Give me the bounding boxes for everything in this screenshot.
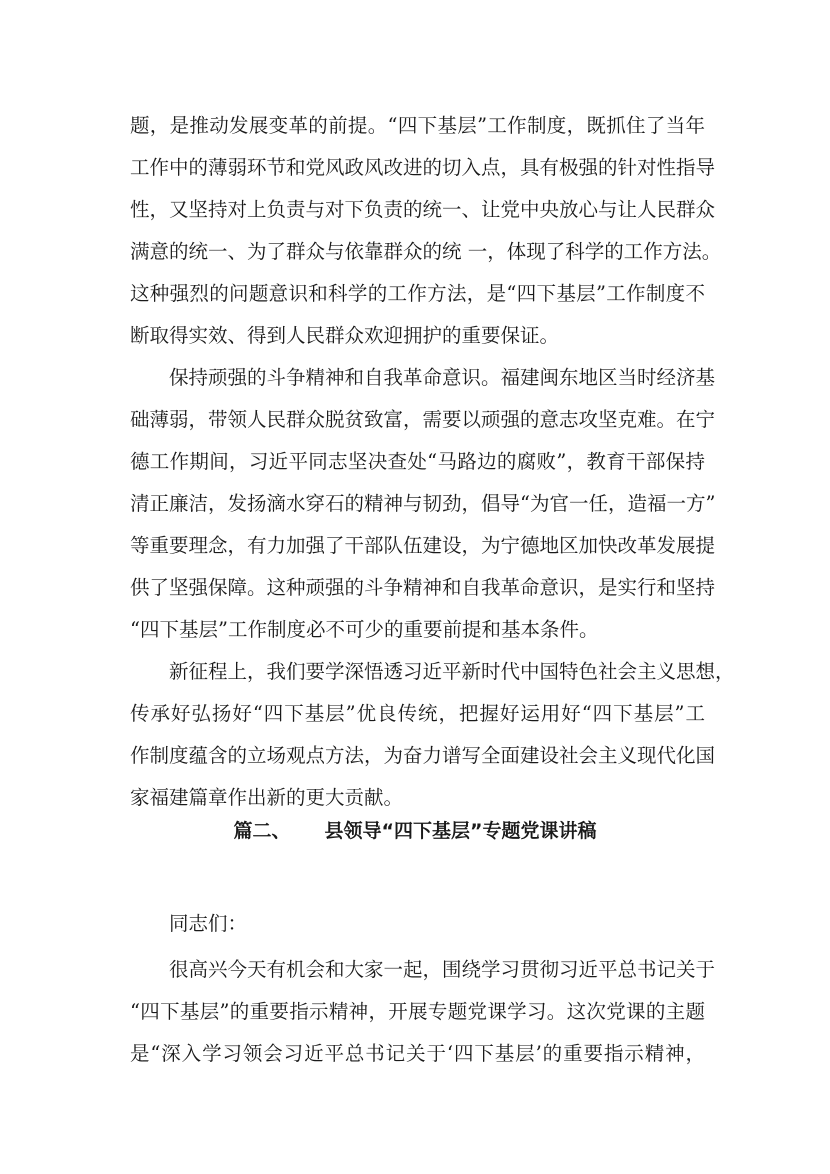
text-line: 保持顽强的斗争精神和自我革命意识。福建闽东地区当时经济基 <box>169 366 716 389</box>
text-line: “四下基层”的重要指示精神，开展专题党课学习。这次党课的主题 <box>130 1000 705 1023</box>
text-line: 础薄弱，带领人民群众脱贫致富，需要以顽强的意志攻坚克难。在宁 <box>130 408 716 431</box>
text-line: “四下基层”工作制度必不可少的重要前提和基本条件。 <box>130 618 599 641</box>
text-line: 作制度蕴含的立场观点方法，为奋力谱写全面建设社会主义现代化国 <box>130 744 716 767</box>
text-line: 这种强烈的问题意识和科学的工作方法，是“四下基层”工作制度不 <box>130 282 705 305</box>
text-line: 等重要理念，有力加强了干部队伍建设，为宁德地区加快改革发展提 <box>130 534 716 557</box>
text-line: 清正廉洁，发扬滴水穿石的精神与韧劲，倡导“为官一任，造福一方” <box>130 492 716 515</box>
section-title: 县领导“四下基层”专题党课讲稿 <box>324 820 597 842</box>
text-line: 工作中的薄弱环节和党风政风改进的切入点，具有极强的针对性指导 <box>130 156 716 179</box>
section-heading <box>0 818 830 844</box>
text-line: 传承好弘扬好“四下基层”优良传统，把握好运用好“四下基层”工 <box>130 702 705 725</box>
text-line: 是“深入学习领会习近平总书记关于‘四下基层’的重要指示精神， <box>130 1042 705 1065</box>
text-line: 满意的统一、为了群众与依靠群众的统 一，体现了科学的工作方法。 <box>130 240 722 263</box>
text-line: 性，又坚持对上负责与对下负责的统一、让党中央放心与让人民群众 <box>130 198 716 221</box>
section-number: 篇二、 <box>233 820 291 842</box>
text-line: 供了坚强保障。这种顽强的斗争精神和自我革命意识，是实行和坚持 <box>130 576 716 599</box>
text-line: 题，是推动发展变革的前提。“四下基层”工作制度，既抓住了当年 <box>130 114 705 137</box>
text-line: 家福建篇章作出新的更大贡献。 <box>130 786 404 809</box>
text-line: 很高兴今天有机会和大家一起，围绕学习贯彻习近平总书记关于 <box>169 958 716 981</box>
text-line: 新征程上，我们要学深悟透习近平新时代中国特色社会主义思想， <box>169 660 735 683</box>
text-line: 德工作期间，习近平同志坚决查处“马路边的腐败”，教育干部保持 <box>130 450 705 473</box>
salutation: 同志们： <box>169 912 248 935</box>
text-line: 断取得实效、得到人民群众欢迎拥护的重要保证。 <box>130 324 560 347</box>
